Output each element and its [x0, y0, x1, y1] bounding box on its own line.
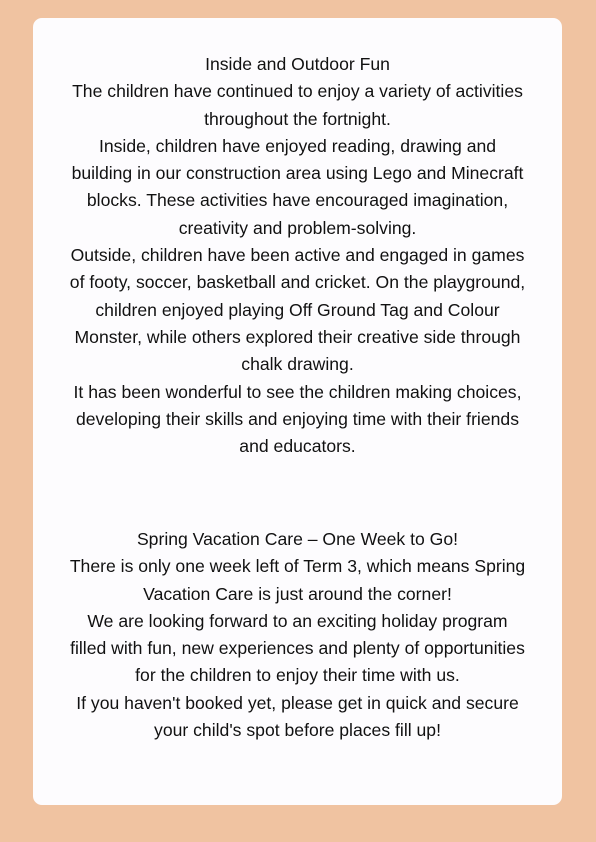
paragraph-line: for the children to enjoy their time with us.	[135, 665, 460, 686]
paragraph-line: The children have continued to enjoy a variety of activities	[72, 81, 523, 102]
paragraph-line: your child's spot before places fill up!	[154, 720, 441, 741]
section-heading-spring-vacation-care: Spring Vacation Care – One Week to Go!	[136, 529, 459, 549]
paragraph-line: If you haven't booked yet, please get in quick and secure	[76, 692, 519, 713]
paragraph-line: Monster, while others explored their creative side through	[74, 326, 521, 347]
paragraph-line: chalk drawing.	[241, 354, 354, 375]
paragraph-line: There is only one week left of Term 3, which means Spring	[69, 556, 526, 577]
spring-vacation-care-section	[33, 526, 562, 744]
paragraph-line: creativity and problem-solving.	[178, 217, 417, 238]
paragraph-line: Vacation Care is just around the corner!	[143, 583, 452, 604]
paragraph-line: developing their skills and enjoying time with their friends	[75, 408, 519, 429]
paragraph-line: It has been wonderful to see the children making choices,	[73, 381, 522, 402]
paragraph-line: of footy, soccer, basketball and cricket. On the playground,	[69, 272, 526, 293]
paragraph-line: throughout the fortnight.	[204, 108, 391, 129]
paragraph-line: Inside, children have enjoyed reading, drawing and	[98, 135, 497, 156]
paragraph-line: Outside, children have been active and engaged in games	[70, 245, 525, 266]
paragraph-line: We are looking forward to an exciting holiday program	[87, 610, 508, 631]
inside-outdoor-fun-section	[33, 51, 562, 460]
paragraph-line: blocks. These activities have encouraged imagination,	[86, 190, 509, 211]
paragraph-line: filled with fun, new experiences and plenty of opportunities	[70, 638, 525, 659]
newsletter-card	[33, 18, 562, 805]
paragraph-line: building in our construction area using Lego and Minecraft	[71, 163, 524, 184]
paragraph-line: and educators.	[239, 436, 356, 457]
paragraph-line: children enjoyed playing Off Ground Tag and Colour	[95, 299, 500, 320]
section-heading-inside-outdoor-fun: Inside and Outdoor Fun	[205, 54, 390, 74]
